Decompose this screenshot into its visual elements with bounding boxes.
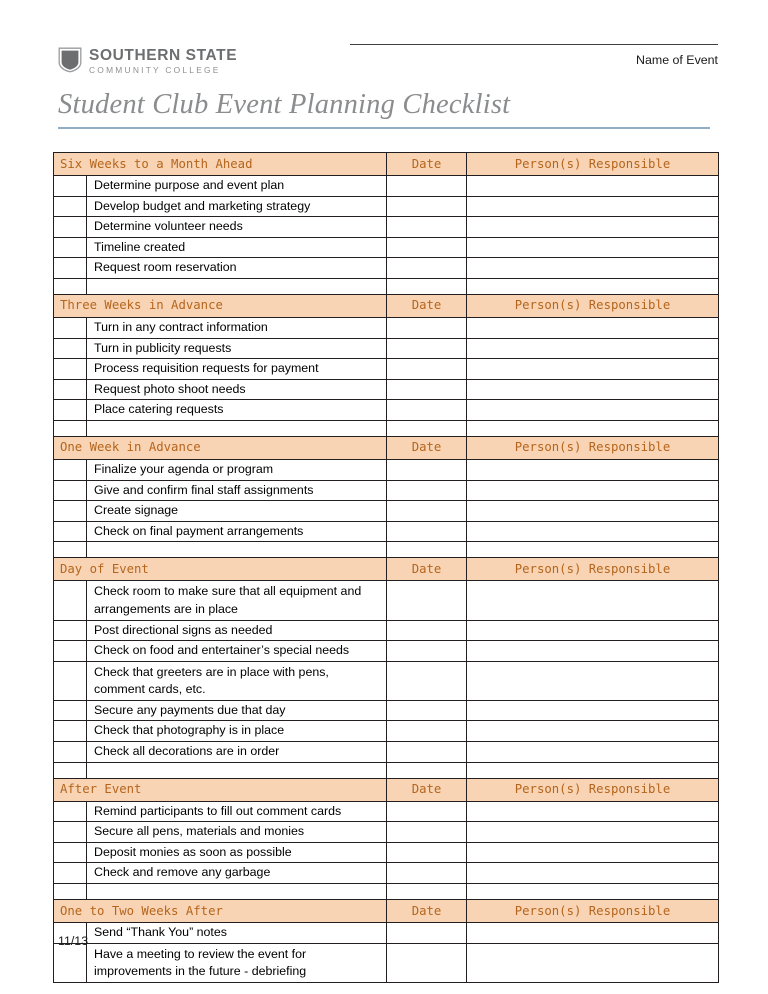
task-checkbox-cell[interactable]	[54, 842, 87, 863]
page-header	[0, 0, 768, 84]
section-header-row	[54, 558, 719, 581]
checklist-task-row	[54, 923, 719, 944]
task-label-cell	[87, 742, 387, 763]
task-label: Turn in any contract information	[94, 319, 268, 334]
task-person-cell[interactable]	[467, 258, 719, 279]
checklist-task-row	[54, 317, 719, 338]
section-header-row	[54, 900, 719, 923]
section-date-header-cell	[387, 558, 467, 581]
task-person-cell[interactable]	[467, 700, 719, 721]
checklist-body	[54, 153, 719, 983]
section-person-header-cell	[467, 900, 719, 923]
section-title-cell	[54, 436, 387, 459]
task-label-cell	[87, 842, 387, 863]
checklist-task-row	[54, 943, 719, 982]
task-date-cell[interactable]	[387, 176, 467, 197]
checklist-task-row	[54, 742, 719, 763]
checklist-task-row	[54, 258, 719, 279]
task-checkbox-cell[interactable]	[54, 176, 87, 197]
task-checkbox-cell[interactable]	[54, 700, 87, 721]
task-person-cell[interactable]	[467, 379, 719, 400]
spacer-task-cell[interactable]	[87, 884, 387, 900]
task-label: Secure all pens, materials and monies	[94, 824, 305, 839]
task-person-cell[interactable]	[467, 721, 719, 742]
task-label: Secure any payments due that day	[94, 702, 286, 717]
task-label: Develop budget and marketing strategy	[94, 198, 311, 213]
spacer-person-cell[interactable]	[467, 884, 719, 900]
section-spacer-row	[54, 278, 719, 294]
task-checkbox-cell[interactable]	[54, 317, 87, 338]
task-label-cell	[87, 379, 387, 400]
section-header-row	[54, 778, 719, 801]
spacer-date-cell[interactable]	[387, 884, 467, 900]
event-name-rule	[350, 44, 718, 45]
task-label: Post directional signs as needed	[94, 622, 273, 637]
task-label: Check that greeters are in place with pens, comment cards, etc.	[94, 664, 329, 697]
task-label: Remind participants to fill out comment cards	[94, 803, 342, 818]
task-label-cell	[87, 480, 387, 501]
section-date-header-cell	[387, 436, 467, 459]
task-date-cell[interactable]	[387, 379, 467, 400]
checklist-task-row	[54, 501, 719, 522]
section-date-header-cell	[387, 778, 467, 801]
section-title-cell	[54, 558, 387, 581]
shield-icon	[58, 47, 82, 73]
task-date-cell[interactable]	[387, 700, 467, 721]
task-person-cell[interactable]	[467, 943, 719, 982]
task-label: Request photo shoot needs	[94, 381, 246, 396]
task-label-cell	[87, 521, 387, 542]
task-label-cell	[87, 359, 387, 380]
date-column-header: Date	[411, 782, 442, 797]
task-label: Send “Thank You” notes	[94, 925, 227, 940]
date-column-header: Date	[411, 298, 442, 313]
spacer-person-cell[interactable]	[467, 420, 719, 436]
task-date-cell[interactable]	[387, 863, 467, 884]
task-checkbox-cell[interactable]	[54, 501, 87, 522]
task-checkbox-cell[interactable]	[54, 581, 87, 620]
task-date-cell[interactable]	[387, 661, 467, 700]
section-person-header-cell	[467, 436, 719, 459]
task-person-cell[interactable]	[467, 661, 719, 700]
task-label: Have a meeting to review the event for improvements in the future - debriefing	[94, 946, 307, 979]
task-label: Finalize your agenda or program	[94, 461, 274, 476]
task-date-cell[interactable]	[387, 620, 467, 641]
section-header-row	[54, 436, 719, 459]
section-person-header-cell	[467, 294, 719, 317]
checklist-task-row	[54, 379, 719, 400]
section-person-header-cell	[467, 558, 719, 581]
section-title: One to Two Weeks After	[60, 903, 223, 918]
event-name-field[interactable]	[350, 44, 718, 69]
logo-wordmark	[89, 47, 237, 76]
task-checkbox-cell[interactable]	[54, 742, 87, 763]
task-checkbox-cell[interactable]	[54, 661, 87, 700]
task-label-cell	[87, 801, 387, 822]
section-title: Three Weeks in Advance	[60, 298, 223, 313]
task-checkbox-cell[interactable]	[54, 801, 87, 822]
task-date-cell[interactable]	[387, 196, 467, 217]
task-label: Determine volunteer needs	[94, 219, 243, 234]
task-label: Turn in publicity requests	[94, 340, 232, 355]
checklist-task-row	[54, 620, 719, 641]
task-label-cell	[87, 581, 387, 620]
title-divider	[58, 127, 710, 129]
event-name-label: Name of Event	[636, 53, 718, 67]
task-person-cell[interactable]	[467, 620, 719, 641]
person-column-header: Person(s) Responsible	[514, 156, 671, 171]
task-person-cell[interactable]	[467, 359, 719, 380]
task-date-cell[interactable]	[387, 641, 467, 662]
task-person-cell[interactable]	[467, 459, 719, 480]
checklist-task-row	[54, 217, 719, 238]
task-label-cell	[87, 176, 387, 197]
task-label-cell	[87, 923, 387, 944]
task-label: Check on food and entertainer’s special needs	[94, 643, 350, 658]
task-date-cell[interactable]	[387, 317, 467, 338]
checklist-task-row	[54, 842, 719, 863]
task-date-cell[interactable]	[387, 217, 467, 238]
section-title: Six Weeks to a Month Ahead	[60, 156, 253, 171]
task-person-cell[interactable]	[467, 237, 719, 258]
task-date-cell[interactable]	[387, 480, 467, 501]
task-label-cell	[87, 661, 387, 700]
task-label-cell	[87, 237, 387, 258]
task-label-cell	[87, 196, 387, 217]
task-person-cell[interactable]	[467, 317, 719, 338]
person-column-header: Person(s) Responsible	[514, 298, 671, 313]
task-checkbox-cell[interactable]	[54, 400, 87, 421]
task-checkbox-cell[interactable]	[54, 480, 87, 501]
checklist-task-row	[54, 237, 719, 258]
task-label-cell	[87, 943, 387, 982]
section-title: Day of Event	[60, 561, 149, 576]
section-person-header-cell	[467, 153, 719, 176]
task-label-cell	[87, 863, 387, 884]
task-person-cell[interactable]	[467, 842, 719, 863]
task-label: Create signage	[94, 503, 179, 518]
task-checkbox-cell[interactable]	[54, 822, 87, 843]
task-label: Determine purpose and event plan	[94, 178, 285, 192]
date-column-header: Date	[411, 440, 442, 455]
task-checkbox-cell[interactable]	[54, 237, 87, 258]
task-person-cell[interactable]	[467, 923, 719, 944]
task-label: Place catering requests	[94, 402, 224, 417]
section-title-cell	[54, 778, 387, 801]
checklist-task-row	[54, 581, 719, 620]
spacer-date-cell[interactable]	[387, 762, 467, 778]
checklist-task-row	[54, 459, 719, 480]
task-checkbox-cell[interactable]	[54, 258, 87, 279]
logo-line-primary: SOUTHERN STATE	[89, 47, 238, 64]
task-label-cell	[87, 258, 387, 279]
checklist-task-row	[54, 863, 719, 884]
task-person-cell[interactable]	[467, 822, 719, 843]
task-date-cell[interactable]	[387, 501, 467, 522]
task-label: Check and remove any garbage	[94, 865, 271, 880]
task-person-cell[interactable]	[467, 176, 719, 197]
spacer-date-cell[interactable]	[387, 420, 467, 436]
page-footer	[58, 932, 88, 950]
checklist-task-row	[54, 721, 719, 742]
section-title: One Week in Advance	[60, 440, 201, 455]
task-checkbox-cell[interactable]	[54, 338, 87, 359]
task-person-cell[interactable]	[467, 641, 719, 662]
spacer-task-cell[interactable]	[87, 420, 387, 436]
task-checkbox-cell[interactable]	[54, 721, 87, 742]
checklist-task-row	[54, 700, 719, 721]
task-date-cell[interactable]	[387, 258, 467, 279]
date-column-header: Date	[411, 561, 442, 576]
date-column-header: Date	[411, 156, 442, 171]
section-title: After Event	[60, 782, 142, 797]
task-label: Check on final payment arrangements	[94, 523, 304, 538]
task-label-cell	[87, 641, 387, 662]
spacer-person-cell[interactable]	[467, 278, 719, 294]
task-date-cell[interactable]	[387, 923, 467, 944]
section-spacer-row	[54, 542, 719, 558]
task-label-cell	[87, 459, 387, 480]
section-title-cell	[54, 294, 387, 317]
title-block	[58, 88, 710, 129]
task-label: Request room reservation	[94, 260, 237, 275]
task-date-cell[interactable]	[387, 338, 467, 359]
spacer-date-cell[interactable]	[387, 278, 467, 294]
task-label-cell	[87, 700, 387, 721]
task-label: Deposit monies as soon as possible	[94, 844, 292, 859]
task-checkbox-cell[interactable]	[54, 863, 87, 884]
task-person-cell[interactable]	[467, 196, 719, 217]
checklist-task-row	[54, 176, 719, 197]
task-person-cell[interactable]	[467, 581, 719, 620]
task-label-cell	[87, 822, 387, 843]
task-date-cell[interactable]	[387, 943, 467, 982]
section-person-header-cell	[467, 778, 719, 801]
task-date-cell[interactable]	[387, 842, 467, 863]
checklist-task-row	[54, 338, 719, 359]
person-column-header: Person(s) Responsible	[514, 782, 671, 797]
task-person-cell[interactable]	[467, 742, 719, 763]
task-date-cell[interactable]	[387, 400, 467, 421]
checklist-task-row	[54, 400, 719, 421]
section-date-header-cell	[387, 900, 467, 923]
task-label: Check that photography is in place	[94, 723, 285, 738]
section-spacer-row	[54, 762, 719, 778]
section-title-cell	[54, 900, 387, 923]
task-label: Process requisition requests for payment	[94, 361, 319, 376]
task-checkbox-cell[interactable]	[54, 641, 87, 662]
task-date-cell[interactable]	[387, 459, 467, 480]
task-label-cell	[87, 400, 387, 421]
task-checkbox-cell[interactable]	[54, 620, 87, 641]
college-logo	[58, 47, 237, 76]
spacer-checkbox-cell[interactable]	[54, 884, 87, 900]
task-date-cell[interactable]	[387, 721, 467, 742]
task-label-cell	[87, 721, 387, 742]
section-date-header-cell	[387, 294, 467, 317]
task-checkbox-cell[interactable]	[54, 521, 87, 542]
task-person-cell[interactable]	[467, 217, 719, 238]
section-title-cell	[54, 153, 387, 176]
task-label-cell	[87, 501, 387, 522]
task-checkbox-cell[interactable]	[54, 359, 87, 380]
checklist-task-row	[54, 521, 719, 542]
task-person-cell[interactable]	[467, 338, 719, 359]
checklist-task-row	[54, 480, 719, 501]
person-column-header: Person(s) Responsible	[514, 903, 671, 918]
checklist-task-row	[54, 196, 719, 217]
spacer-task-cell[interactable]	[87, 542, 387, 558]
spacer-person-cell[interactable]	[467, 762, 719, 778]
section-header-row	[54, 153, 719, 176]
section-spacer-row	[54, 884, 719, 900]
checklist-task-row	[54, 822, 719, 843]
person-column-header: Person(s) Responsible	[514, 440, 671, 455]
task-label-cell	[87, 317, 387, 338]
section-header-row	[54, 294, 719, 317]
checklist-task-row	[54, 801, 719, 822]
date-column-header: Date	[411, 903, 442, 918]
spacer-checkbox-cell[interactable]	[54, 762, 87, 778]
task-checkbox-cell[interactable]	[54, 459, 87, 480]
task-date-cell[interactable]	[387, 801, 467, 822]
task-person-cell[interactable]	[467, 521, 719, 542]
task-label-cell	[87, 338, 387, 359]
task-checkbox-cell[interactable]	[54, 196, 87, 217]
checklist-task-row	[54, 641, 719, 662]
task-label: Check room to make sure that all equipment and arrangements are in place	[94, 584, 362, 616]
task-date-cell[interactable]	[387, 359, 467, 380]
spacer-task-cell[interactable]	[87, 762, 387, 778]
checklist-task-row	[54, 359, 719, 380]
task-date-cell[interactable]	[387, 521, 467, 542]
event-planning-checklist-table	[53, 152, 719, 983]
spacer-checkbox-cell[interactable]	[54, 542, 87, 558]
task-person-cell[interactable]	[467, 480, 719, 501]
task-date-cell[interactable]	[387, 742, 467, 763]
task-checkbox-cell[interactable]	[54, 217, 87, 238]
task-date-cell[interactable]	[387, 581, 467, 620]
task-person-cell[interactable]	[467, 801, 719, 822]
spacer-date-cell[interactable]	[387, 542, 467, 558]
spacer-task-cell[interactable]	[87, 278, 387, 294]
task-label-cell	[87, 620, 387, 641]
section-date-header-cell	[387, 153, 467, 176]
page-title: Student Club Event Planning Checklist	[58, 89, 511, 120]
task-label: Timeline created	[94, 239, 186, 254]
logo-line-secondary: COMMUNITY COLLEGE	[89, 65, 221, 75]
task-label-cell	[87, 217, 387, 238]
person-column-header: Person(s) Responsible	[514, 561, 671, 576]
spacer-checkbox-cell[interactable]	[54, 420, 87, 436]
task-date-cell[interactable]	[387, 822, 467, 843]
task-person-cell[interactable]	[467, 863, 719, 884]
task-label: Check all decorations are in order	[94, 744, 280, 759]
task-person-cell[interactable]	[467, 501, 719, 522]
checklist-task-row	[54, 661, 719, 700]
task-checkbox-cell[interactable]	[54, 379, 87, 400]
section-spacer-row	[54, 420, 719, 436]
task-label: Give and confirm final staff assignments	[94, 482, 314, 497]
revision-date: 11/13	[58, 934, 89, 948]
spacer-person-cell[interactable]	[467, 542, 719, 558]
spacer-checkbox-cell[interactable]	[54, 278, 87, 294]
task-person-cell[interactable]	[467, 400, 719, 421]
task-date-cell[interactable]	[387, 237, 467, 258]
